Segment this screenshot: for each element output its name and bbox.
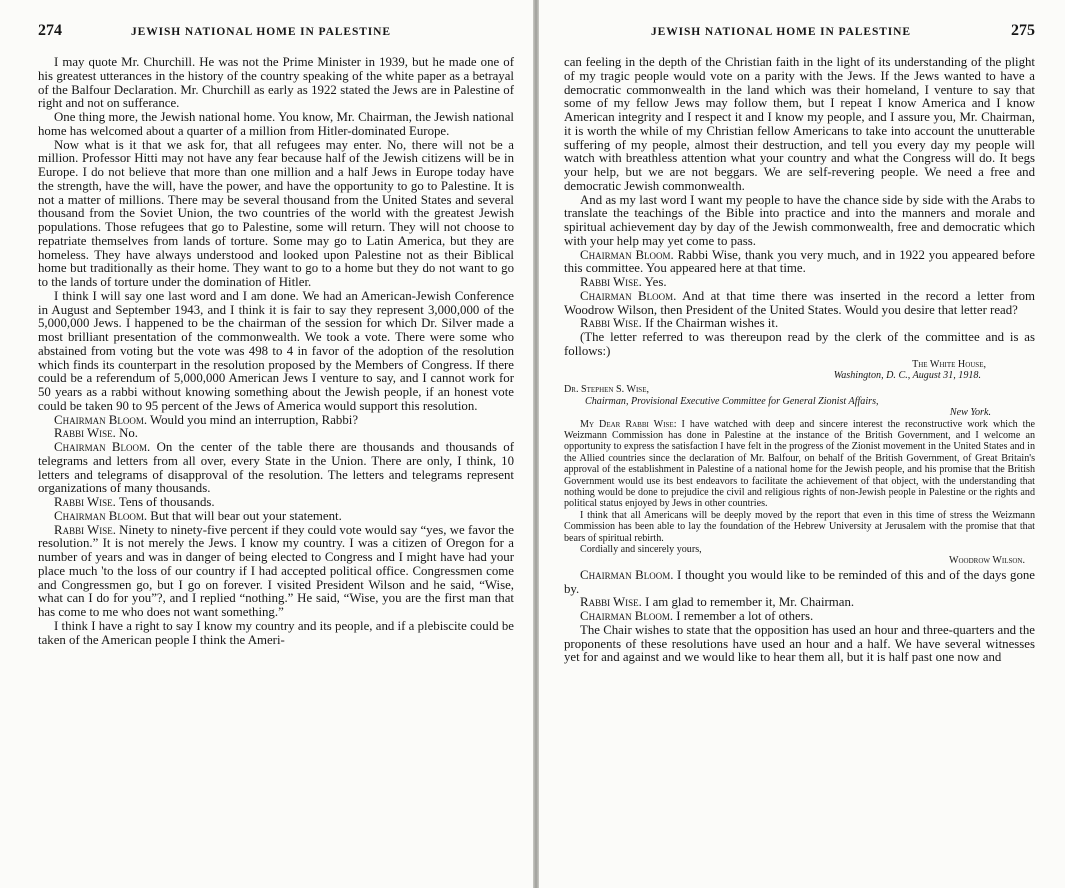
paragraph: I think I will say one last word and I am done. We had an American-Jewish Conference in August and September 1943, and I think it is fair to say they represent 3,000,000 of the 5,000,000 Jews. I happened to be the chairman of the session for which Dr. Silver made a most brilliant presentation of the commonwealth. We took a vote. There were some who abstained from voting but the vote was 498 to 4 in favor of the adoption of the resolution which finds its counterpart in the resolution proposed by the Members of Congress. If there could be a referendum of 5,000,000 American Jews I venture to say, and I cannot work for 50 years as a rabbi without knowing something about the Jewish people, if an honest vote could be taken 90 to 95 percent of the Jews of America would support this resolution.	[38, 288, 514, 413]
page-number: 274	[38, 22, 62, 39]
speaker: Chairman Bloom.	[580, 567, 674, 582]
exchange	[38, 510, 514, 524]
letter-addressee: Dr. Stephen S. Wise,	[564, 384, 650, 396]
speech: Yes.	[641, 275, 667, 289]
page-header	[564, 22, 1035, 48]
exchange	[38, 427, 514, 441]
exchange	[564, 569, 1035, 597]
text-column	[38, 56, 514, 647]
speech: And at that time there was inserted in the record a letter from Woodrow Wilson, then President of the United States. Would you desire that letter read?	[564, 288, 1035, 317]
letter-signature: Woodrow Wilson.	[948, 555, 1025, 567]
exchange	[564, 610, 1035, 624]
speaker: Chairman Bloom.	[580, 609, 674, 624]
speaker: Chairman Bloom.	[580, 247, 674, 262]
letter-place: The White House,	[912, 358, 986, 370]
letter-salutation: My Dear Rabbi Wise:	[580, 418, 677, 430]
paragraph: And as my last word I want my people to have the chance side by side with the Arabs to translate the teachings of the Bible into practice and into the manners and morale and spiritual achievement day by day of the Jewish commonwealth, free and democratic which with your help may yet come to pass.	[564, 192, 1035, 248]
exchange	[564, 249, 1035, 277]
letter-body: I think that all Americans will be deeply moved by the report that even in this time of stress the Weizmann Commission has been able to lay the foundation of the Hebrew University at Jerusalem with the promise that that bears of spiritual rebirth.	[564, 509, 1035, 544]
speech: I thought you would like to be reminded of this and of the days gone by.	[564, 567, 1035, 596]
exchange	[38, 496, 514, 510]
letter-addressee-city: New York.	[949, 407, 991, 419]
paragraph: I think I have a right to say I know my country and its people, and if a plebiscite could be taken of the American people I think the Ameri-	[38, 618, 514, 647]
running-title: JEWISH NATIONAL HOME IN PALESTINE	[651, 26, 911, 38]
letter-addressee-title: Chairman, Provisional Executive Committee for General Zionist Affairs,	[585, 395, 879, 407]
right-page	[539, 0, 1065, 888]
speaker: Chairman Bloom.	[580, 288, 677, 303]
exchange	[564, 317, 1035, 331]
exchange	[564, 596, 1035, 610]
speaker: Chairman Bloom.	[54, 508, 148, 523]
page-number: 275	[1011, 22, 1035, 39]
speaker: Rabbi Wise.	[580, 316, 642, 331]
speaker: Rabbi Wise.	[580, 275, 642, 289]
paragraph: The Chair wishes to state that the opposition has used an hour and three-quarters and the proponents of these resolutions have used an hour and a half. We have several witnesses yet for and against and we would like to hear them all, but it is half past one now and	[564, 622, 1035, 665]
speech: I remember a lot of others.	[673, 609, 814, 624]
exchange	[564, 290, 1035, 318]
text-column	[564, 56, 1035, 665]
speaker: Rabbi Wise.	[54, 495, 116, 509]
letter-date: Washington, D. C., August 31, 1918.	[833, 369, 981, 381]
speech: I am glad to remember it, Mr. Chairman.	[641, 595, 855, 610]
letter-body	[564, 419, 1035, 510]
speech: If the Chairman wishes it.	[641, 316, 779, 331]
speech: Tens of thousands.	[115, 495, 215, 509]
page-header	[38, 22, 514, 48]
speaker: Chairman Bloom.	[54, 440, 151, 454]
exchange	[38, 441, 514, 496]
exchange	[38, 414, 514, 428]
speech: No.	[115, 426, 139, 441]
speaker: Rabbi Wise.	[54, 426, 116, 441]
exchange	[564, 276, 1035, 290]
letter-intro: (The letter referred to was thereupon read by the clerk of the committee and is as follows:)	[564, 330, 1035, 358]
running-title: JEWISH NATIONAL HOME IN PALESTINE	[131, 26, 391, 38]
speech: Rabbi Wise, thank you very much, and in 1922 you appeared before this committee. You appeared here at that time.	[564, 247, 1035, 276]
paragraph: Now what is it that we ask for, that all refugees may enter. No, there will not be a million. Professor Hitti may not have any fear because half of the Jewish citizens will be in Europe. I do not believe that more than one million and a half Jews in Europe today have the strength, have the will, have the power, and have the opportunity to go to Palestine. It is not a matter of millions. There may be several thousand from the United States and several thousand from the Soviet Union, the two countries of the world with the greatest Jewish populations. Those refugees that go to Palestine, some will return. They will not choose to repatriate themselves from lands of torture. Some may go to Latin America, but they are homeless. They have always understood and looked upon Palestine not as their Biblical home but traditionally as their home. They want to go to a home but they do not want to go to the lands of torture under the domination of Hitler.	[38, 137, 514, 289]
paragraph: can feeling in the depth of the Christian faith in the light of its understanding of the plight of my tragic people would vote on a parity with the Jews. If the Jews wanted to have a democratic commonwealth in the land which was their homeland, I venture to say that some of my fellow Jews may follow them, but I repeat I know America and I know American integrity and I respect it and I know my people, and I assure you, Mr. Chairman, it is worth the while of my Christian fellow Americans to take into account the unutterable suffering of my people, almost their destruction, and tell you every day my people will watch with breathless attention what your country and what the Congress will do. It begs your help, but we are not beggars. We are self-revering people. We need a free and democratic Jewish commonwealth.	[564, 55, 1035, 193]
speech: On the center of the table there are thousands and thousands of telegrams and letters from all over, every State in the Union. There are only, I think, 10 letters and telegrams of disapproval of the resolution. The letters and telegrams represent organizations of many thousands.	[38, 440, 515, 496]
speaker: Rabbi Wise.	[580, 595, 642, 610]
letter-body-text: I have watched with deep and sincere interest the reconstructive work which the Weizmann Commission has done in Palestine at the instance of the British Government, and I welcome an opportunity to express the satisfaction I have felt in the progress of the Zionist movement in the United States and in the Allied countries since the declaration of Mr. Balfour, on behalf of the British Government, of Great Britain's approval of the establishment in Palestine of a national home for the Jewish people, and his promise that the British Government would use its best endeavors to facilitate the achievement of that object, with the understanding that nothing would be done to prejudice the civil and religious rights of non-Jewish people in Palestine or the rights and political status enjoyed by Jews in other countries.	[564, 418, 1035, 510]
paragraph: I may quote Mr. Churchill. He was not the Prime Minister in 1939, but he made one of his greatest utterances in the history of the country speaking of the white paper as a betrayal of the Balfour Declaration. Mr. Churchill as early as 1922 stated the Jews are in Palestine of right and not on sufferance.	[38, 55, 514, 111]
letter-closing: Cordially and sincerely yours,	[580, 544, 702, 555]
paragraph: One thing more, the Jewish national home. You know, Mr. Chairman, the Jewish national home has welcomed about a quarter of a million from Hitler-dominated Europe.	[38, 110, 514, 138]
exchange	[38, 524, 514, 620]
speaker: Rabbi Wise.	[54, 522, 116, 537]
speech: Ninety to ninety-five percent if they could vote would say “yes, we favor the resolution.” It is not merely the Jews. I know my country. I was a citizen of Oregon for a number of years and was in danger of being elected to Congress and I might have had your place much 'to the loss of our country if I had accepted political office. Congressmen come and Congressmen go, but I go on forever. I visited President Wilson and he said, “Wise, what can I do for you”?, and I replied “nothing.” He said, “Wise, you are the first man that has come to me who does not want something.”	[38, 522, 514, 619]
speaker: Chairman Bloom.	[54, 412, 148, 427]
speech: But that will bear out your statement.	[147, 508, 342, 523]
wilson-letter	[564, 359, 1035, 567]
speech: Would you mind an interruption, Rabbi?	[147, 412, 359, 427]
